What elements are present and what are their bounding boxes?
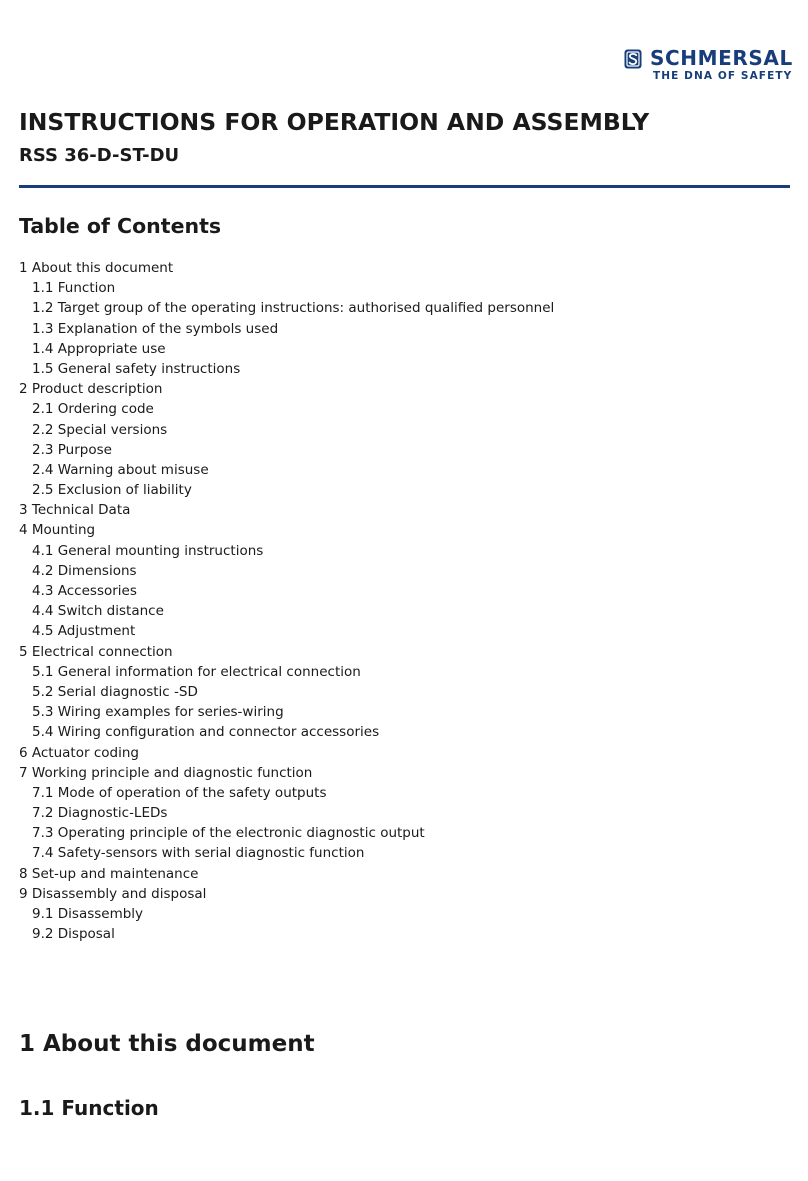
toc-entry[interactable]: 2.3 Purpose bbox=[32, 441, 112, 458]
section-heading: 1 About this document bbox=[19, 1031, 315, 1057]
logo-name: SCHMERSAL bbox=[650, 46, 793, 70]
document-title: INSTRUCTIONS FOR OPERATION AND ASSEMBLY bbox=[19, 108, 650, 136]
toc-entry[interactable]: 4.1 General mounting instructions bbox=[32, 542, 264, 559]
toc-entry[interactable]: 1.4 Appropriate use bbox=[32, 340, 166, 357]
toc-entry[interactable]: 4.4 Switch distance bbox=[32, 603, 164, 620]
toc-entry[interactable]: 1.5 General safety instructions bbox=[32, 360, 241, 377]
toc-entry[interactable]: 5.3 Wiring examples for series-wiring bbox=[32, 704, 284, 721]
toc-entry[interactable]: 7 Working principle and diagnostic function bbox=[19, 764, 313, 781]
toc-entry[interactable]: 3 Technical Data bbox=[19, 502, 131, 519]
toc-entry[interactable]: 7.3 Operating principle of the electronic diagnostic output bbox=[32, 825, 425, 842]
toc-entry[interactable]: 4 Mounting bbox=[19, 522, 96, 539]
toc-entry[interactable]: 2.5 Exclusion of liability bbox=[32, 482, 192, 499]
toc-entry[interactable]: 1 About this document bbox=[19, 260, 174, 276]
toc-entry[interactable]: 5.1 General information for electrical connection bbox=[32, 663, 361, 680]
toc-entry[interactable]: 9 Disassembly and disposal bbox=[19, 885, 207, 902]
toc-entry[interactable]: 2.4 Warning about misuse bbox=[32, 461, 209, 478]
schmersal-logo bbox=[624, 48, 792, 84]
toc-entry[interactable]: 4.5 Adjustment bbox=[32, 623, 136, 640]
document-subtitle: RSS 36-D-ST-DU bbox=[19, 145, 180, 166]
toc-entry[interactable]: 7.1 Mode of operation of the safety outputs bbox=[32, 784, 327, 801]
toc-entry[interactable]: 7.2 Diagnostic-LEDs bbox=[32, 805, 168, 822]
logo-tagline: THE DNA OF SAFETY bbox=[653, 70, 793, 82]
toc-entry[interactable]: 6 Actuator coding bbox=[19, 744, 139, 761]
toc-entry[interactable]: 4.3 Accessories bbox=[32, 583, 137, 599]
toc-entry[interactable]: 1.1 Function bbox=[32, 280, 116, 297]
subsection-heading: 1.1 Function bbox=[19, 1096, 159, 1120]
toc-entry[interactable]: 2.2 Special versions bbox=[32, 421, 168, 438]
toc-entry[interactable]: 1.3 Explanation of the symbols used bbox=[32, 320, 279, 337]
toc-entry[interactable]: 9.1 Disassembly bbox=[32, 906, 144, 922]
toc-entry[interactable]: 2 Product description bbox=[19, 381, 163, 398]
toc-entry[interactable]: 9.2 Disposal bbox=[32, 926, 115, 943]
toc-entry[interactable]: 8 Set-up and maintenance bbox=[19, 865, 199, 882]
toc-entry[interactable]: 4.2 Dimensions bbox=[32, 562, 137, 579]
table-of-contents bbox=[19, 258, 554, 944]
toc-entry[interactable]: 1.2 Target group of the operating instructions: authorised qualified personnel bbox=[32, 300, 555, 317]
toc-entry[interactable]: 5 Electrical connection bbox=[19, 643, 173, 660]
toc-heading: Table of Contents bbox=[19, 214, 222, 238]
header-divider bbox=[19, 185, 790, 188]
schmersal-s-icon bbox=[624, 49, 642, 69]
toc-entry[interactable]: 5.2 Serial diagnostic -SD bbox=[32, 683, 198, 700]
toc-entry[interactable]: 5.4 Wiring configuration and connector accessories bbox=[32, 724, 380, 741]
toc-entry[interactable]: 7.4 Safety-sensors with serial diagnostic function bbox=[32, 845, 365, 862]
toc-entry[interactable]: 2.1 Ordering code bbox=[32, 401, 154, 418]
